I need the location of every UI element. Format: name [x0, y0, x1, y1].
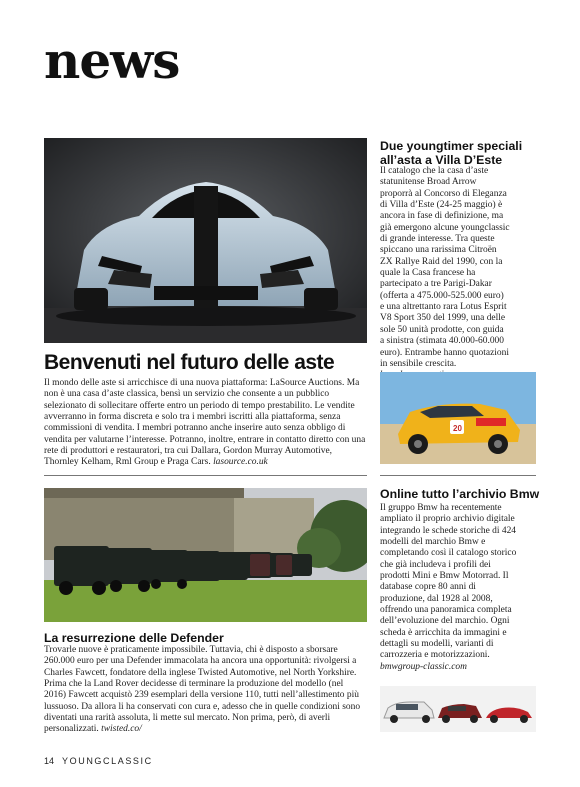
body-bmw [380, 503, 518, 673]
section-title: news [44, 31, 180, 90]
body-villa-deste [380, 166, 510, 382]
divider-right [380, 475, 536, 476]
page-footer [44, 756, 153, 766]
divider-left [44, 475, 367, 476]
source-auctions: lasource.co.uk [213, 457, 268, 468]
body-villa-deste-text: Il catalogo che la casa d’aste statunitense Broad Arrow proporrà al Concorso di Eleganza di Villa d’Este (24-25 maggio) è ancora in fase di definizione, ma già emergono alcune youngclassic di grande interesse. Tra queste spiccano una rarissima Citroën ZX Rallye Raid del 1990, con la quale la Casa francese ha partecipato a tre Parigi-Dakar (offerta a 475.000-525.000 euro) e una altrettanto rara Lotus Esprit V8 Sport 350 del 1999, una delle sole 50 unità prodotte, con guida a sinistra (stimata 40.000-60.000 euro). Entrambe hanno quotazioni in sensibile crescita. [380, 166, 510, 369]
source-defender: twisted.co/ [101, 724, 142, 735]
bmw-cars-photo [380, 686, 536, 732]
magazine-name: YOUNGCLASSIC [62, 756, 153, 766]
headline-auctions: Benvenuti nel futuro delle aste [44, 351, 335, 374]
body-auctions [44, 378, 367, 469]
svg-text:20: 20 [453, 424, 462, 433]
page-number: 14 [44, 756, 55, 766]
body-auctions-text: Il mondo delle aste si arricchisce di una nuova piattaforma: LaSource Auctions. Ma non è una casa d’aste classica, bensì un servizio che consente a un pubblico selezionato di sollecitare offerte entro un periodo di tempo prestabilito. Le vendite avverranno in forma discreta e solo tra i membri iscritti alla piattaforma, senza commissioni di vendita. I membri potranno anche inserire auto senza obbligo di vendita per valutarne l’interesse. Potranno, inoltre, entrare in contatto diretto con una rete di produttori e restauratori, tra cui Dallara, Gordon Murray Automotive, Thornley Kelham, Rml Group e Praga Cars. [44, 378, 366, 468]
source-bmw: bmwgroup-classic.com [380, 661, 467, 672]
body-bmw-text: Il gruppo Bmw ha recentemente ampliato il proprio archivio digitale integrando le schede storiche di 424 modelli del marchio Bmw e completando così il catalogo storico che già includeva i profili dei prodotti Mini e Bmw Motorrad. Il database copre 80 anni di produzione, dal 1928 al 2008, offrendo una panoramica completa dell’evoluzione del marchio. Ogni scheda è arricchita da immagini e dettagli su modelli, varianti di carrozzeria e motorizzazioni. [380, 503, 517, 661]
headline-villa-deste: Due youngtimer speciali all’asta a Villa D’Este [380, 139, 523, 167]
body-defender [44, 645, 367, 736]
citroen-photo [380, 372, 536, 464]
headline-bmw: Online tutto l’archivio Bmw [380, 487, 540, 501]
headline-defender: La resurrezione delle Defender [44, 631, 224, 645]
hypercar-photo [44, 138, 367, 343]
defender-photo [44, 488, 367, 622]
body-defender-text: Trovarle nuove è praticamente impossibile. Tuttavia, chi è disposto a sborsare 260.000 euro per una Defender immacolata ha ancora una opportunità: rivolgersi a Charles Fawcett, fondatore della inglese Twisted Automotive, nel North Yorkshire. Prima che la Land Rover decidesse di terminare la produzione del modello (nel 2016) Fawcett acquistò 239 esemplari della versione 110, tutti nell’allestimento più lussuoso. Da allora li ha conservati con cura e, adesso che in quelle condizioni sono diventati una rarità assoluta, li mette sul mercato. Non prima, però, di averli personalizzati. [44, 645, 361, 735]
